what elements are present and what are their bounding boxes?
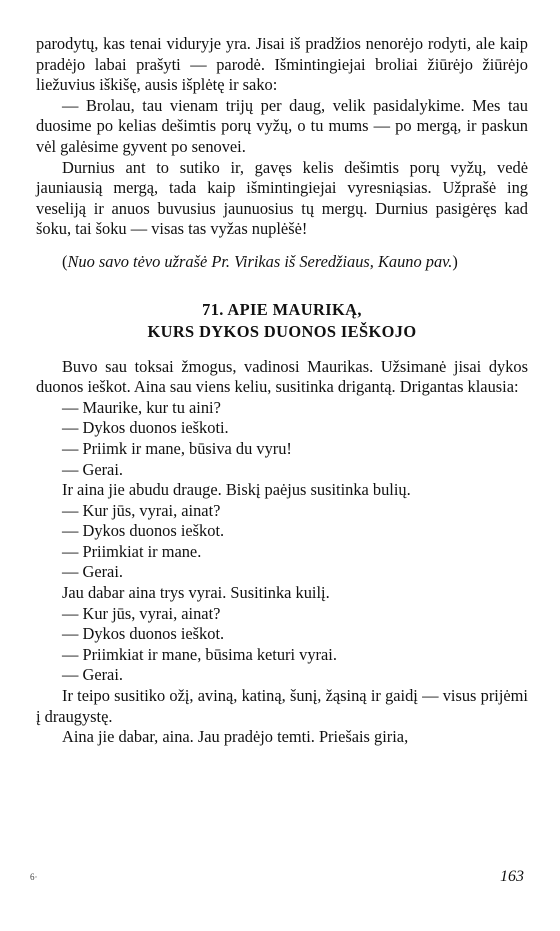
source-note-close: ) (452, 251, 458, 271)
dialogue-line: — Maurike, kur tu aini? (62, 397, 221, 417)
dialogue-line: — Kur jūs, vyrai, ainat? (62, 603, 221, 623)
story-heading-line1: 71. APIE MAURIKĄ, (202, 299, 362, 319)
dialogue-line: — Priimkiat ir mane, būsima keturi vyrai. (62, 644, 337, 664)
signature-mark: 6· (30, 872, 38, 882)
dialogue-line: — Dykos duonos ieškot. (62, 624, 225, 644)
story-paragraph: Jau dabar aina trys vyrai. Susitinka kuilį. (62, 583, 330, 603)
book-page (30, 34, 528, 914)
story-heading (36, 299, 528, 343)
story-paragraph: Buvo sau toksai žmogus, vadinosi Maurikas. Užsimanė jisai dykos duonos ieškot. Aina sau viens keliu, susitinka drigantą. Drigantas klausia: (36, 356, 528, 397)
paragraph-brothers-offer: — Brolau, tau vienam trijų per daug, velik pasidalykime. Mes tau duosime po kelias dešimtis porų vyžų, o tu mums — po mergą, ir paskun vėl galėsime gyvent po senovei. (36, 95, 528, 156)
page-number: 163 (500, 868, 524, 885)
source-note (36, 252, 528, 273)
story-paragraph: Ir teipo susitiko ožį, aviną, katiną, šunį, žąsiną ir gaidį — visus prijėmi į draugystę. (36, 686, 528, 726)
story-body (36, 357, 528, 748)
story-paragraph: Ir aina jie abudu drauge. Biskį paėjus susitinka bulių. (62, 480, 411, 500)
dialogue-line: — Priimkiat ir mane. (62, 541, 202, 561)
paragraph-continuation: parodytų, kas tenai viduryje yra. Jisai iš pradžios nenorėjo rodyti, ale kaip pradėjo labai prašyti — parodė. Išmintingiejai broliai žiūrėjo žiūrėjo liežuvius iškišę, ausis išplėtę ir sako: (36, 34, 528, 95)
dialogue-line: — Gerai. (62, 665, 123, 685)
story-heading-line2: KURS DYKOS DUONOS IEŠKOJO (147, 321, 417, 341)
dialogue-line: — Priimk ir mane, būsiva du vyru! (62, 438, 292, 458)
source-note-text: Nuo savo tėvo užrašė Pr. Virikas iš Seredžiaus, Kauno pav. (67, 251, 453, 271)
dialogue-line: — Dykos duonos ieškoti. (62, 418, 229, 438)
story-paragraph: Aina jie dabar, aina. Jau pradėjo temti. Priešais giria, (62, 727, 409, 747)
source-note-open: ( (62, 251, 68, 271)
page-footer (30, 868, 528, 892)
dialogue-line: — Kur jūs, vyrai, ainat? (62, 500, 221, 520)
paragraph-durnius-agrees: Durnius ant to sutiko ir, gavęs kelis dešimtis porų vyžų, vedė jauniausią mergą, tada kaip išmintingiejai vyresniąsias. Užprašė ing veseliją ir anuos buvusius jaunuosius tų mergų. Durnius pasigėręs kad šoku, tai šoku — visas tas vyžas nuplėšė! (36, 157, 528, 239)
dialogue-line: — Dykos duonos ieškot. (62, 521, 225, 541)
dialogue-line: — Gerai. (62, 459, 123, 479)
dialogue-line: — Gerai. (62, 562, 123, 582)
